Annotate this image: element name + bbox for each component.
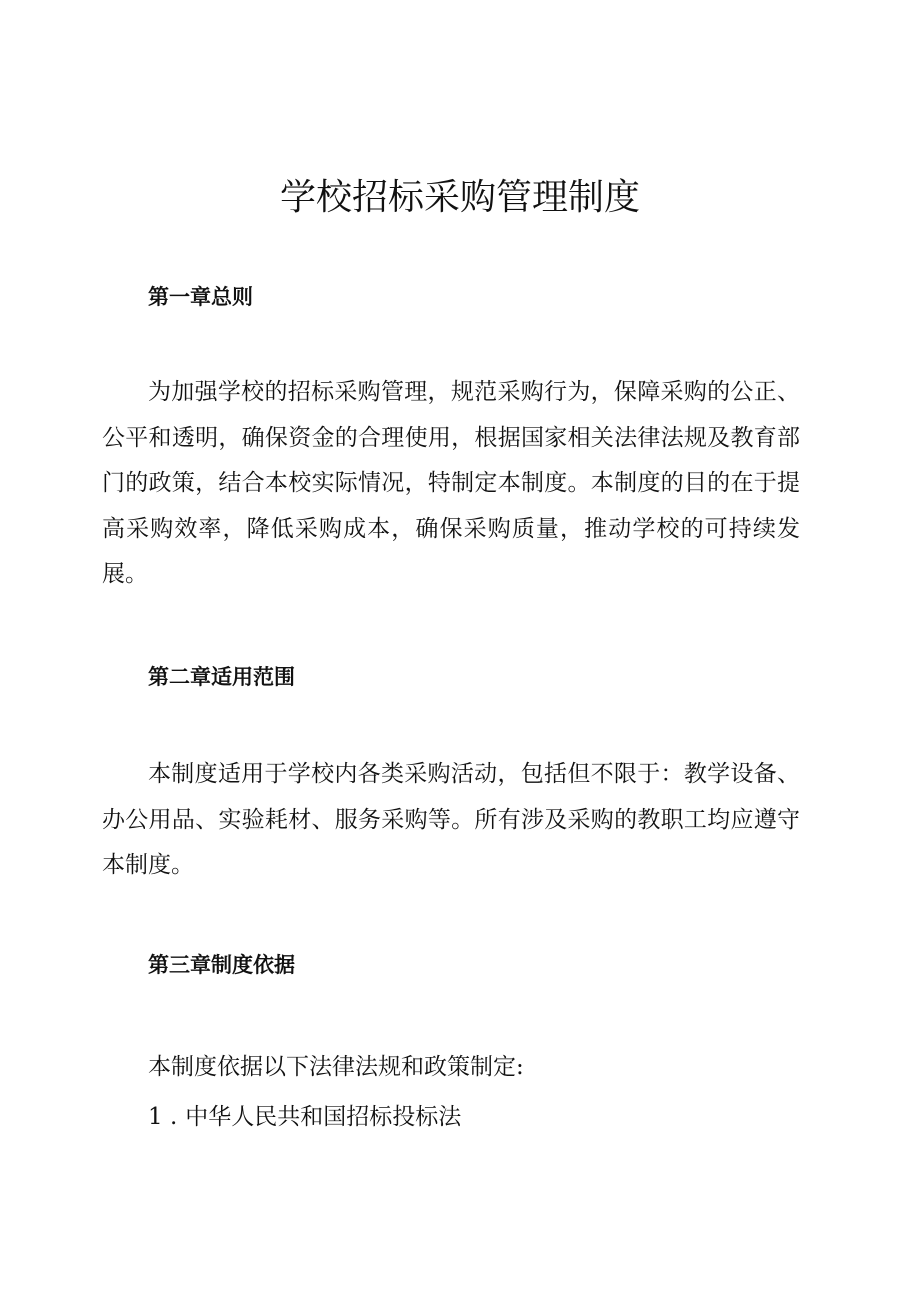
list-item-number: 1 . xyxy=(148,1104,178,1130)
document-title: 学校招标采购管理制度 xyxy=(279,177,640,218)
chapter-2-paragraph: 本制度适用于学校内各类采购活动，包括但不限于：教学设备、办公用品、实验耗材、服务采购等。所有涉及采购的教职工均应遵守本制度。 xyxy=(102,761,800,879)
chapter-3-intro: 本制度依据以下法律法规和政策制定: xyxy=(148,1054,524,1080)
list-item xyxy=(148,1100,461,1134)
chapter-1-paragraph: 为加强学校的招标采购管理，规范采购行为，保障采购的公正、公平和透明，确保资金的合理使用，根据国家相关法律法规及教育部门的政策，结合本校实际情况，特制定本制度。本制度的目的在于提高采购效率，降低采购成本，确保采购质量，推动学校的可持续发展。 xyxy=(102,379,800,588)
list-item-text: 中华人民共和国招标投标法 xyxy=(185,1104,462,1130)
chapter-2-heading: 第二章适用范围 xyxy=(148,665,295,689)
chapter-3-heading: 第三章制度依据 xyxy=(148,953,295,977)
chapter-1-heading: 第一章总则 xyxy=(148,285,253,309)
